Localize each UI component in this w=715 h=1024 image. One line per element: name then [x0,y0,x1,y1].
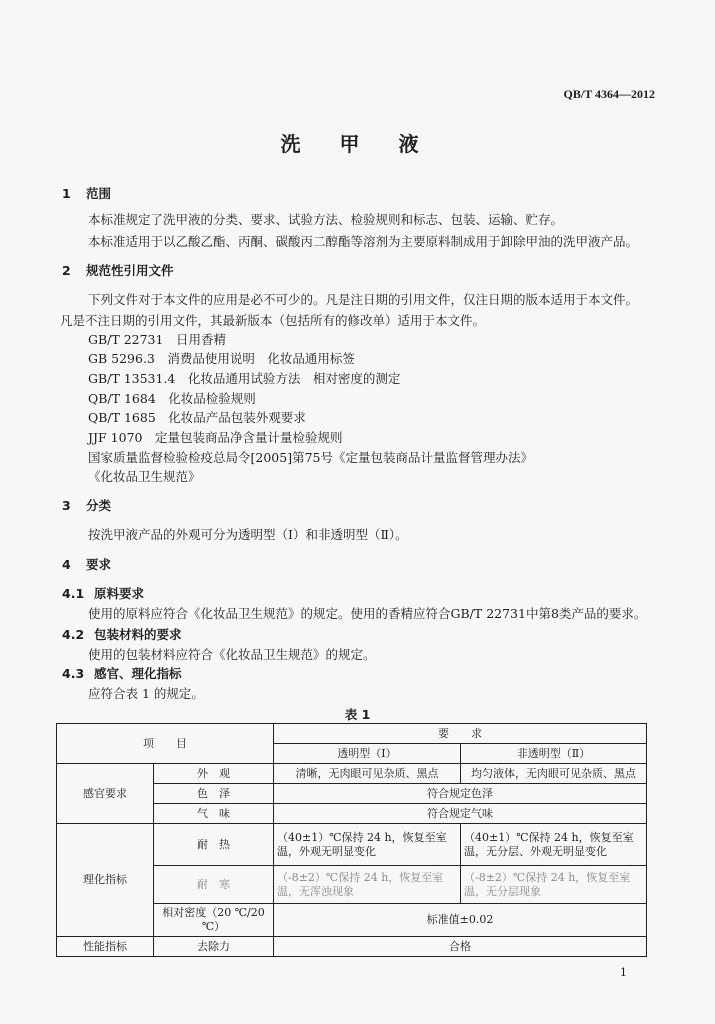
value-cell: 均匀液体，无肉眼可见杂质、黑点 [461,764,647,784]
header-requirement-cell: 要 求 [274,724,647,744]
section-number: 4 [62,557,71,572]
value-cell: 合格 [274,937,647,957]
section-title: 范围 [86,186,112,201]
subsection-number: 4.2 [62,627,85,642]
subsection-number: 4.1 [62,586,85,601]
group-physchem-cell: 理化指标 [57,824,154,937]
subsection-title: 原料要求 [94,586,145,601]
item-cell: 色 泽 [154,784,274,804]
item-cell: 气 味 [154,804,274,824]
header-item-cell: 项 目 [57,724,274,764]
subsection-4-3-para: 应符合表 1 的规定。 [88,686,204,701]
reference-item: GB/T 22731 日用香精 [88,332,226,347]
table-row [57,764,647,784]
value-cell: （40±1）℃保持 24 h，恢复至室温，外观无明显变化 [274,824,461,866]
subsection-title: 感官、理化指标 [94,666,182,681]
requirements-table [56,723,647,957]
value-cell: 清晰，无肉眼可见杂质、黑点 [274,764,461,784]
reference-item: 国家质量监督检验检疫总局令[2005]第75号《定量包装商品计量监督管理办法》 [88,450,533,465]
section-2-para-1a: 下列文件对于本文件的应用是必不可少的。凡是注日期的引用文件，仅注日期的版本适用于本文件。 [88,292,639,307]
standard-code: QB/T 4364—2012 [563,87,655,101]
item-cell: 外 观 [154,764,274,784]
reference-item: JJF 1070 定量包装商品净含量计量检验规则 [88,430,343,445]
value-cell: （40±1）℃保持 24 h，恢复至室温，无分层、外观无明显变化 [461,824,647,866]
section-1-heading [62,184,111,202]
item-cell: 耐 寒 [154,866,274,904]
section-1-para-2: 本标准适用于以乙酸乙酯、丙酮、碳酸丙二醇酯等溶剂为主要原料制成用于卸除甲油的洗甲液产品。 [88,234,639,249]
reference-item: 《化妆品卫生规范》 [88,469,201,484]
reference-item: GB/T 13531.4 化妆品通用试验方法 相对密度的测定 [88,371,401,386]
section-number: 3 [62,498,71,513]
section-3-heading [62,496,111,514]
item-cell: 耐 热 [154,824,274,866]
subsection-4-2-heading [62,625,182,643]
document-title: 洗 甲 液 [280,132,435,156]
section-number: 2 [62,263,71,278]
table-row [57,937,647,957]
section-title: 要求 [86,557,112,572]
section-1-para-1: 本标准规定了洗甲液的分类、要求、试验方法、检验规则和标志、包装、运输、贮存。 [88,212,564,227]
value-cell: （-8±2）℃保持 24 h，恢复至室温，无分层现象 [461,866,647,904]
section-2-para-1b: 凡是不注日期的引用文件，其最新版本（包括所有的修改单）适用于本文件。 [60,313,486,328]
section-title: 分类 [86,498,112,513]
section-4-heading [62,555,111,573]
value-cell: （-8±2）℃保持 24 h，恢复至室温，无浑浊现象 [274,866,461,904]
section-title: 规范性引用文件 [86,263,174,278]
subsection-4-1-heading [62,584,144,602]
subsection-title: 包装材料的要求 [94,627,182,642]
group-sensory-cell: 感官要求 [57,764,154,824]
value-cell: 符合规定气味 [274,804,647,824]
table-caption: 表 1 [344,707,371,722]
value-cell: 标准值±0.02 [274,904,647,937]
reference-item: QB/T 1685 化妆品产品包装外观要求 [88,410,306,425]
subsection-4-1-para: 使用的原料应符合《化妆品卫生规范》的规定。使用的香精应符合GB/T 22731中第8类产品的要求。 [88,606,647,621]
reference-item: QB/T 1684 化妆品检验规则 [88,391,256,406]
section-2-heading [62,261,174,279]
subsection-4-2-para: 使用的包装材料应符合《化妆品卫生规范》的规定。 [88,647,376,662]
group-performance-cell: 性能指标 [57,937,154,957]
table-header-row [57,724,647,744]
section-number: 1 [62,186,71,201]
reference-item: GB 5296.3 消费品使用说明 化妆品通用标签 [88,351,355,366]
header-transparent-cell: 透明型（Ⅰ） [274,744,461,764]
item-cell: 去除力 [154,937,274,957]
section-3-para: 按洗甲液产品的外观可分为透明型（Ⅰ）和非透明型（Ⅱ）。 [88,527,408,542]
table-row [57,824,647,866]
subsection-number: 4.3 [62,666,85,681]
item-cell: 相对密度（20 ℃/20 ℃） [154,904,274,937]
page-number: 1 [620,966,627,979]
header-opaque-cell: 非透明型（Ⅱ） [461,744,647,764]
subsection-4-3-heading [62,664,182,682]
value-cell: 符合规定色泽 [274,784,647,804]
